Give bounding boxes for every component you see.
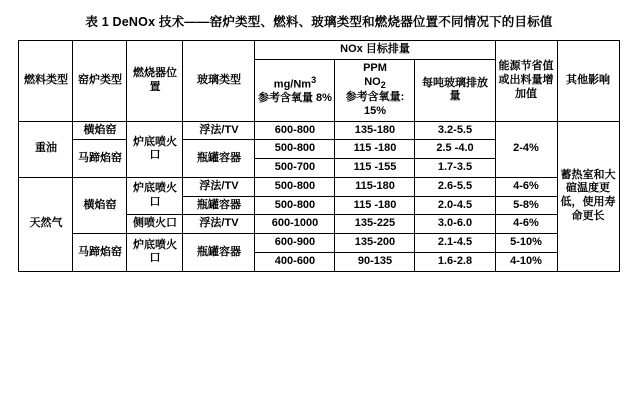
cell-burner-underport: 炉底喷火口 bbox=[127, 121, 183, 177]
cell-per-ton: 3.2-5.5 bbox=[415, 121, 495, 140]
header-mg-nm3 bbox=[255, 60, 335, 122]
cell-per-ton: 2.1-4.5 bbox=[415, 234, 495, 253]
cell-ppm: 115 -155 bbox=[335, 159, 415, 178]
cell-per-ton: 2.0-4.5 bbox=[415, 196, 495, 215]
header-nox-group: NOx 目标排量 bbox=[255, 41, 495, 60]
cell-ppm: 115 -180 bbox=[335, 140, 415, 159]
cell-mgnm3: 400-600 bbox=[255, 252, 335, 271]
header-other-effects: 其他影响 bbox=[557, 41, 619, 121]
header-fuel-type: 燃料类型 bbox=[19, 41, 73, 121]
cell-burner-underport: 炉底喷火口 bbox=[127, 177, 183, 215]
header-furnace-type: 窑炉类型 bbox=[73, 41, 127, 121]
cell-mgnm3: 500-800 bbox=[255, 177, 335, 196]
cell-burner-sideport: 侧喷火口 bbox=[127, 215, 183, 234]
cell-mgnm3: 600-800 bbox=[255, 121, 335, 140]
cell-burner-underport: 炉底喷火口 bbox=[127, 234, 183, 272]
table-row bbox=[19, 234, 619, 253]
cell-mgnm3: 500-800 bbox=[255, 140, 335, 159]
table-header-row-1 bbox=[19, 41, 619, 60]
cell-glass-float-tv: 浮法/TV bbox=[183, 177, 255, 196]
header-ppm-unit: PPM bbox=[363, 62, 387, 74]
cell-furnace-endport: 马蹄焰窑 bbox=[73, 140, 127, 178]
header-mg-nm3-ref: 参考含氧量 8% bbox=[258, 92, 332, 105]
cell-energy-saving: 4-6% bbox=[495, 215, 557, 234]
cell-glass-container: 瓶罐容器 bbox=[183, 140, 255, 178]
cell-furnace-cross: 横焰窑 bbox=[73, 121, 127, 140]
cell-ppm: 135-225 bbox=[335, 215, 415, 234]
header-glass-type: 玻璃类型 bbox=[183, 41, 255, 121]
header-energy-saving: 能源节省值或出料量增加值 bbox=[495, 41, 557, 121]
cell-per-ton: 1.7-3.5 bbox=[415, 159, 495, 178]
cell-fuel-heavy-oil: 重油 bbox=[19, 121, 73, 177]
cell-ppm: 135-200 bbox=[335, 234, 415, 253]
header-ppm-subscript: 2 bbox=[380, 79, 386, 90]
cell-per-ton: 2.6-5.5 bbox=[415, 177, 495, 196]
header-mg-nm3-unit: mg/Nm bbox=[273, 78, 312, 91]
page-title: 表 1 DeNOx 技术——窑炉类型、燃料、玻璃类型和燃烧器位置不同情况下的目标值 bbox=[85, 15, 553, 29]
cell-glass-float-tv: 浮法/TV bbox=[183, 121, 255, 140]
header-ppm bbox=[335, 60, 415, 122]
cell-ppm: 115 -180 bbox=[335, 196, 415, 215]
cell-energy-saving: 4-6% bbox=[495, 177, 557, 196]
cell-mgnm3: 500-700 bbox=[255, 159, 335, 178]
header-ppm-ref: 参考含氧量: 15% bbox=[345, 91, 405, 117]
cell-energy-saving: 4-10% bbox=[495, 252, 557, 271]
header-mg-nm3-exponent: 3 bbox=[311, 74, 317, 85]
cell-ppm: 90-135 bbox=[335, 252, 415, 271]
cell-energy-saving: 2-4% bbox=[495, 121, 557, 177]
cell-mgnm3: 600-1000 bbox=[255, 215, 335, 234]
cell-glass-container: 瓶罐容器 bbox=[183, 234, 255, 272]
table-row bbox=[19, 177, 619, 196]
cell-mgnm3: 600-900 bbox=[255, 234, 335, 253]
cell-energy-saving: 5-8% bbox=[495, 196, 557, 215]
cell-energy-saving: 5-10% bbox=[495, 234, 557, 253]
header-burner-position: 燃烧器位置 bbox=[127, 41, 183, 121]
cell-furnace-endport: 马蹄焰窑 bbox=[73, 234, 127, 272]
cell-per-ton: 3.0-6.0 bbox=[415, 215, 495, 234]
cell-fuel-natural-gas: 天然气 bbox=[19, 177, 73, 271]
header-per-ton-glass: 每吨玻璃排放量 bbox=[415, 60, 495, 122]
cell-furnace-cross: 横焰窑 bbox=[73, 177, 127, 233]
denox-target-values-table bbox=[18, 40, 619, 271]
table-row bbox=[19, 121, 619, 140]
cell-mgnm3: 500-800 bbox=[255, 196, 335, 215]
cell-other-effects: 蓄热室和大碹温度更低，使用寿命更长 bbox=[557, 121, 619, 271]
cell-glass-float-tv: 浮法/TV bbox=[183, 215, 255, 234]
cell-per-ton: 2.5 -4.0 bbox=[415, 140, 495, 159]
header-ppm-species: NO bbox=[364, 75, 381, 88]
cell-glass-container: 瓶罐容器 bbox=[183, 196, 255, 215]
cell-ppm: 135-180 bbox=[335, 121, 415, 140]
cell-per-ton: 1.6-2.8 bbox=[415, 252, 495, 271]
cell-ppm: 115-180 bbox=[335, 177, 415, 196]
